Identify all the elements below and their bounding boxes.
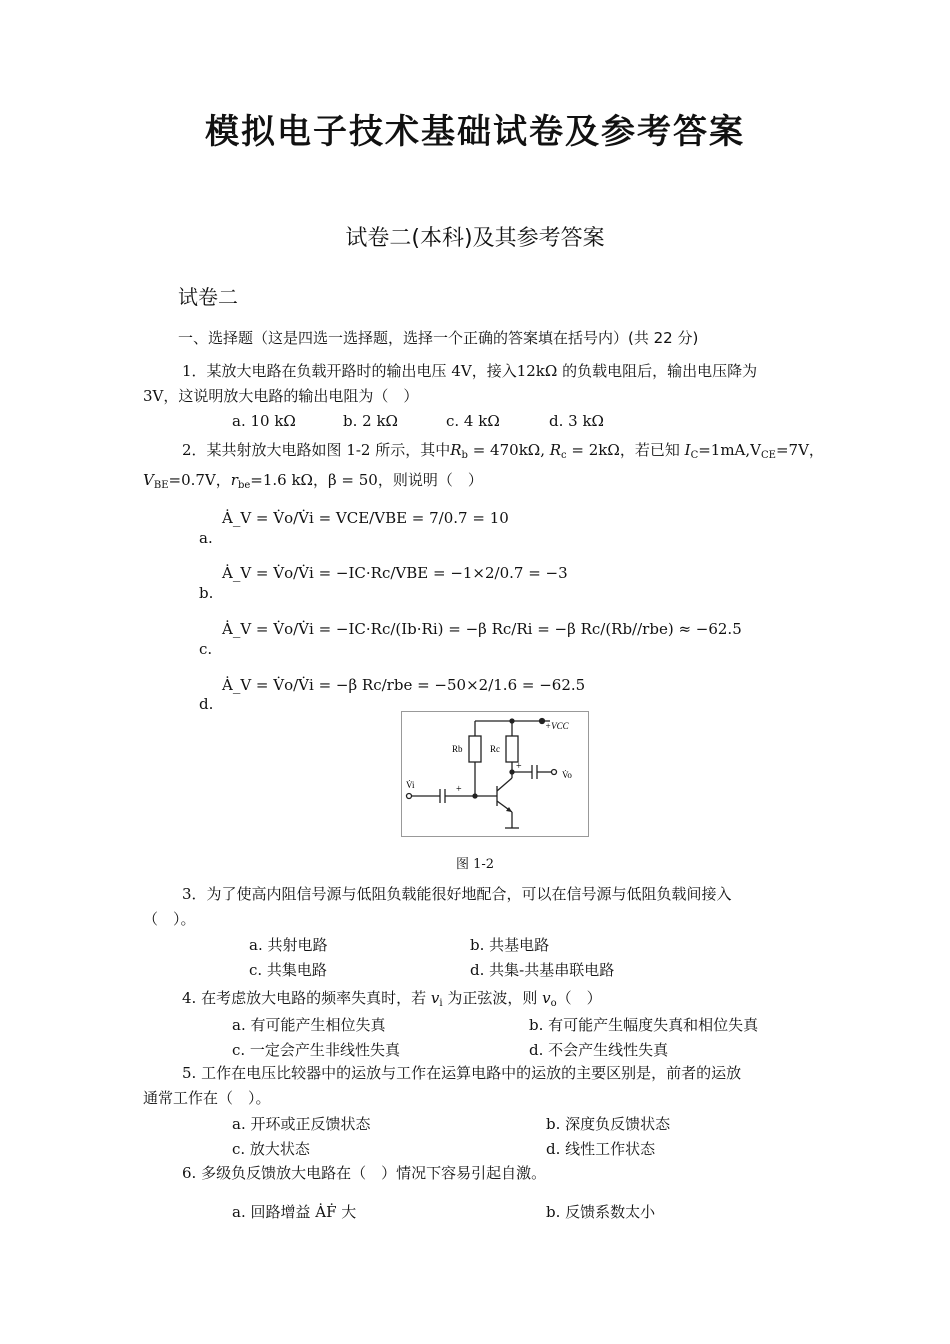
q1-option-a: a. 10 kΩ: [232, 412, 296, 430]
q2-vce-value: =7V，: [775, 441, 824, 459]
q5-option-c: c. 放大状态: [232, 1140, 310, 1158]
section-heading: 试卷二: [178, 285, 238, 309]
q1-option-c: c. 4 kΩ: [446, 412, 500, 430]
q1-line2: 3V，这说明放大电路的输出电阻为（ ）: [143, 387, 419, 405]
q2-option-a-label: a.: [199, 529, 213, 547]
circuit-figure: [401, 711, 589, 837]
q4-vo-sub: o: [550, 998, 557, 1009]
q4-vi-symbol: v: [430, 989, 440, 1007]
q2-option-a-formula: Ȧ_V = V̇o/V̇i = VCE/VBE = 7/0.7 = 10: [222, 509, 509, 527]
q5-option-a: a. 开环或正反馈状态: [232, 1115, 371, 1133]
part-header: 一、选择题（这是四选一选择题，选择一个正确的答案填在括号内）(共 22 分): [178, 329, 699, 347]
q2-option-b-formula: Ȧ_V = V̇o/V̇i = −IC·Rc/VBE = −1×2/0.7 = −3: [222, 564, 568, 582]
q2-rbe-value: =1.6 kΩ，: [250, 471, 328, 489]
q5-line1: 5. 工作在电压比较器中的运放与工作在运算电路中的运放的主要区别是，前者的运放: [182, 1064, 742, 1082]
q2-option-c-formula: Ȧ_V = V̇o/V̇i = −IC·Rc/(Ib·Ri) = −β Rc/Ri = −β Rc/(Rb//rbe) ≈ −62.5: [222, 620, 742, 638]
q2-rbe-symbol: r: [230, 471, 238, 489]
q2-ic-sub: C: [690, 450, 699, 461]
q4-option-b: b. 有可能产生幅度失真和相位失真: [529, 1016, 759, 1034]
rc-label: Rc: [490, 744, 500, 754]
vo-label: V̇o: [562, 770, 572, 780]
q3-option-c: c. 共集电路: [249, 961, 327, 979]
q3-line1: 3．为了使高内阻信号源与低阻负载能很好地配合，可以在信号源与低阻负载间接入: [182, 885, 732, 903]
q6-option-a: a. 回路增益 ȦḞ 大: [232, 1203, 357, 1221]
q5-option-d: d. 线性工作状态: [546, 1140, 656, 1158]
q2-text-end: ，则说明（ ）: [377, 471, 483, 489]
q2-option-d-formula: Ȧ_V = V̇o/V̇i = −β Rc/rbe = −50×2/1.6 = −62.5: [222, 676, 586, 694]
q2-text-a: 2．某共射放大电路如图 1-2 所示，其中: [182, 441, 451, 459]
q4-text-a: 4. 在考虑放大电路的频率失真时，若: [182, 989, 431, 1007]
q2-rbe-sub: be: [237, 480, 251, 491]
q3-option-b: b. 共基电路: [470, 936, 550, 954]
q2-vbe-symbol: V: [143, 471, 154, 489]
q2-ic-value: =1mA,V: [698, 441, 761, 459]
q5-line2: 通常工作在（ ）。: [143, 1089, 271, 1107]
q2-rc-value: = 2kΩ: [566, 441, 620, 459]
q4-line1: [182, 988, 602, 1014]
q2-vbe-value: =0.7V，: [168, 471, 231, 489]
q2-vbe-sub: BE: [153, 480, 169, 491]
q4-vo-symbol: v: [542, 989, 551, 1007]
q2-text-f: ，若已知: [619, 441, 685, 459]
q2-vce-sub: CE: [761, 450, 776, 461]
q3-option-a: a. 共射电路: [249, 936, 328, 954]
document-title: 模拟电子技术基础试卷及参考答案: [205, 112, 745, 152]
q1-option-d: d. 3 kΩ: [549, 412, 604, 430]
q5-option-b: b. 深度负反馈状态: [546, 1115, 671, 1133]
q4-option-d: d. 不会产生线性失真: [529, 1041, 669, 1059]
rb-label: Rb: [452, 744, 463, 754]
q6-line1: 6. 多级负反馈放大电路在（ ）情况下容易引起自激。: [182, 1164, 547, 1182]
figure-caption: 图 1-2: [455, 857, 495, 872]
q2-option-d-label: d.: [199, 695, 214, 713]
q2-rb-sub: b: [461, 450, 468, 461]
q1-option-b: b. 2 kΩ: [343, 412, 398, 430]
plus-sign-output: +: [516, 761, 522, 772]
exam-subtitle: 试卷二(本科)及其参考答案: [345, 226, 605, 251]
q2-rb-value: = 470kΩ,: [467, 441, 550, 459]
q2-ic-symbol: I: [684, 441, 691, 459]
q2-option-b-label: b.: [199, 584, 214, 602]
q4-option-a: a. 有可能产生相位失真: [232, 1016, 386, 1034]
q2-rc-sub: c: [561, 450, 567, 461]
q4-vi-sub: i: [439, 998, 443, 1009]
q2-line1: [182, 440, 824, 466]
q3-option-d: d. 共集-共基串联电路: [470, 961, 615, 979]
plus-sign-input: +: [456, 784, 462, 795]
q2-line2: [143, 470, 483, 496]
q4-text-c: 为正弦波，则: [442, 989, 543, 1007]
q2-rc-symbol: R: [549, 441, 562, 459]
q2-option-c-label: c.: [199, 640, 213, 658]
q3-line2: （ ）。: [143, 910, 196, 928]
vi-label: V̇i: [406, 780, 415, 790]
common-emitter-circuit-diagram: [402, 712, 588, 836]
q4-option-c: c. 一定会产生非线性失真: [232, 1041, 400, 1059]
q1-line1: 1．某放大电路在负载开路时的输出电压 4V，接入12kΩ 的负载电阻后，输出电压降为: [182, 362, 758, 380]
q2-rb-symbol: R: [450, 441, 462, 459]
q6-option-b: b. 反馈系数太小: [546, 1203, 656, 1221]
q4-text-e: （ ）: [556, 989, 602, 1007]
q2-beta: β = 50: [327, 471, 378, 489]
vcc-label: +VCC: [545, 721, 569, 731]
